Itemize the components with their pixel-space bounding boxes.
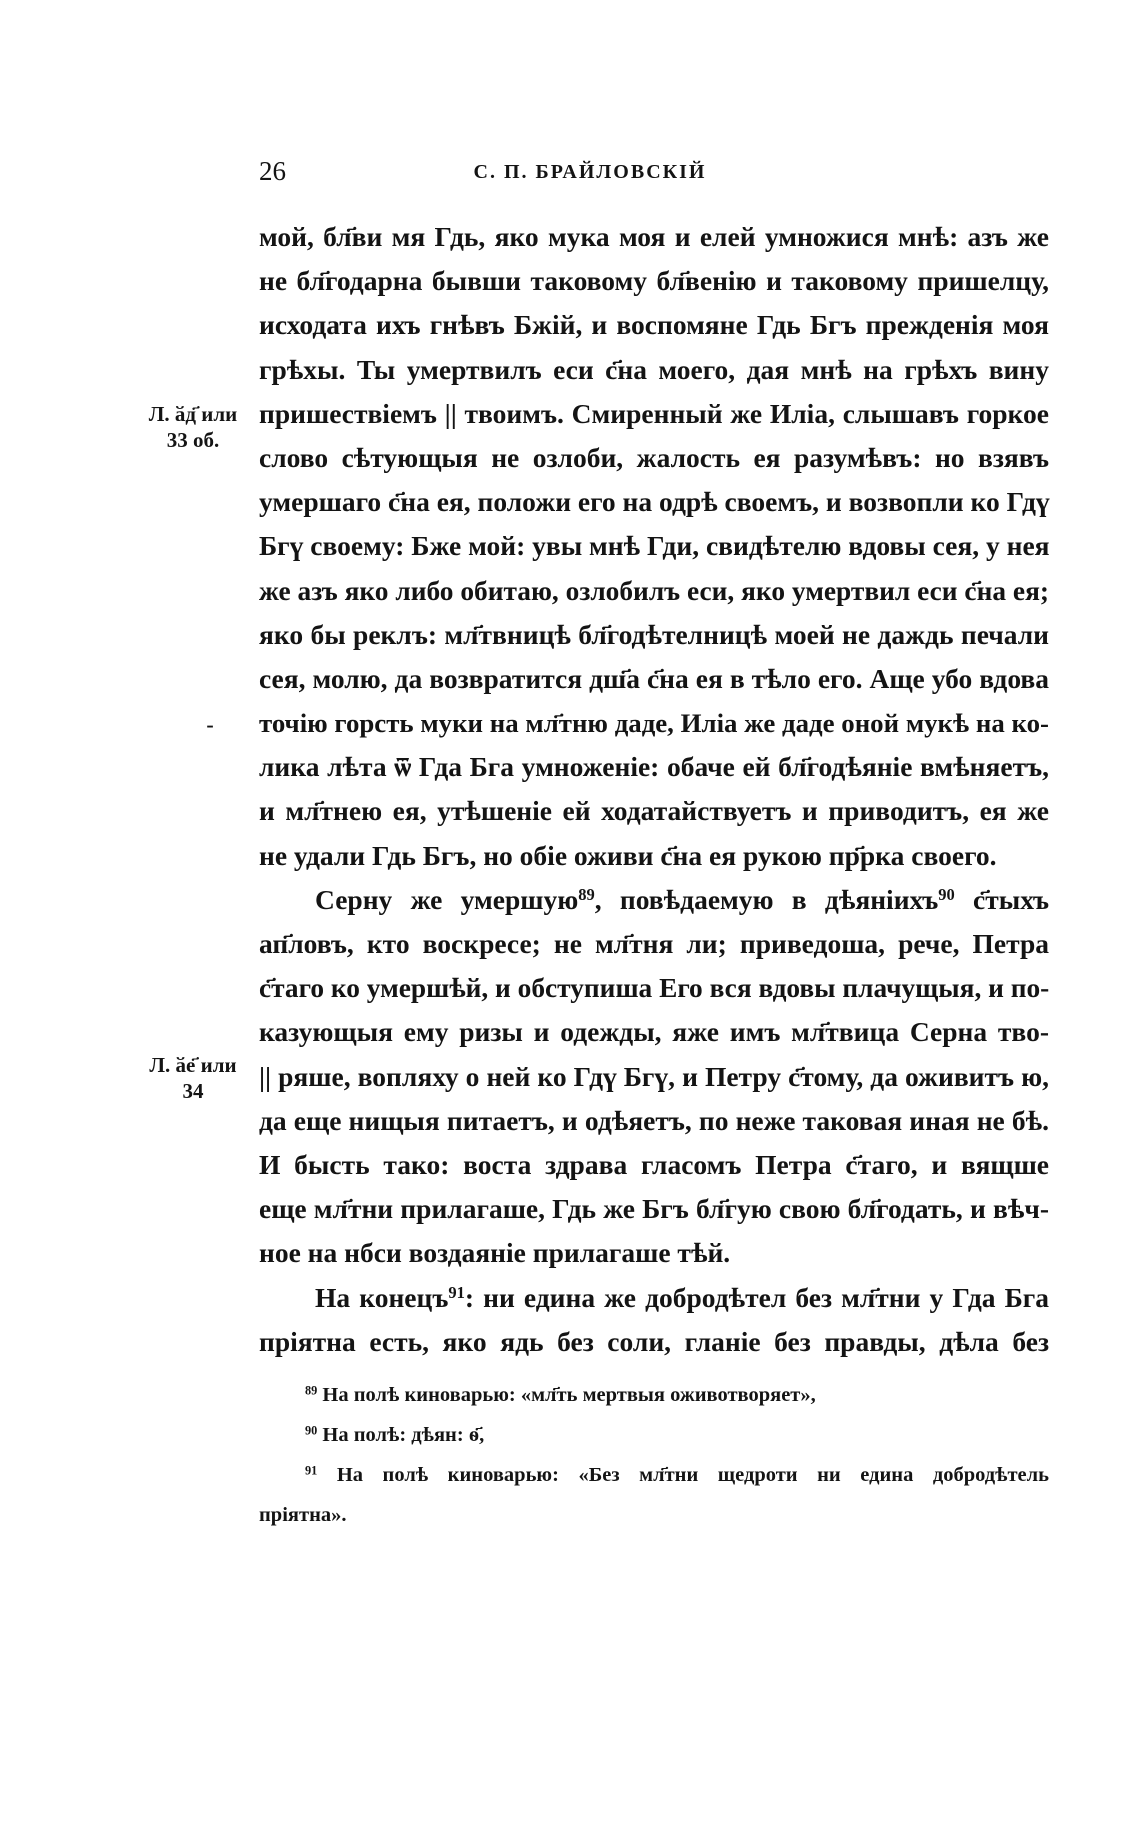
text-line: || ряше, вопляху о ней ко Гдү Бгү, и Петру с҃тому, да оживитъ ю, — [259, 1060, 1049, 1092]
footnote-ref-91: 91 — [448, 1282, 465, 1302]
text-line: с҃таго ко умершѣй, и обступиша Его вся вдовы плачущыя, и по- — [259, 973, 1050, 1004]
footnote-number: 89 — [305, 1383, 318, 1398]
footnote-91-continued: пріятна». — [259, 1504, 347, 1526]
text-line-paragraph-start — [259, 1276, 1049, 1320]
text-line: не бл҃годарна бывши таковому бл҃венію и таковому пришелцу, — [259, 265, 1049, 297]
running-head: С. П. БРАЙЛОВСКІЙ — [473, 161, 707, 183]
footnote-89 — [259, 1375, 1049, 1415]
footnote-text: На полѣ киноварью: «Без мл҃тни щедроти ни едина добродѣтель — [317, 1464, 1049, 1486]
footnote-ref-90: 90 — [938, 884, 955, 904]
margin-note-text: Л. ӑе҃ или 34 — [149, 1053, 237, 1103]
text-line: слово сѣтующыя не озлоби, жалость ея разумѣвъ: но взявъ — [259, 441, 1049, 473]
text-line-paragraph-start — [259, 878, 1049, 922]
text-line: мой, бл҃ви мя Гдь, яко мука моя и елей умножися мнѣ: азъ же — [259, 221, 1049, 252]
text-line: не удали Гдь Бгъ, но обіе оживи с҃на ея рукою пр҃рка своего. — [259, 839, 997, 871]
text-line: и мл҃тнею ея, утѣшеніе ей ходатайствуетъ и приводитъ, ея же — [259, 795, 1049, 827]
text-line: еще мл҃тни прилагаше, Гдь же Бгъ бл҃гую свою бл҃годать, и вѣч- — [259, 1193, 1049, 1225]
footnote-91 — [259, 1455, 1049, 1495]
text-fragment: На конецъ — [315, 1281, 449, 1313]
text-line: пріятна есть, яко ядь без соли, гланіе без правды, дѣла без — [259, 1325, 1049, 1357]
text-line: Бгү своему: Бже мой: увы мнѣ Гди, свидѣтелю вдовы сея, у нея — [259, 530, 1050, 562]
footnote-number: 90 — [305, 1423, 318, 1438]
text-line: И бысть тако: воста здрава гласомъ Петра с҃таго, и вящше — [259, 1148, 1049, 1180]
text-line: исходата ихъ гнѣвъ Бжій, и воспомяне Гдь Бгъ прежденія моя — [259, 309, 1049, 341]
main-text — [259, 215, 1049, 1364]
text-line: грѣхы. Ты умертвилъ еси с҃на моего, дая мнѣ на грѣхъ вину — [259, 353, 1049, 385]
text-line: точію горсть муки на мл҃тню даде, Иліа же даде оной мукѣ на ко- — [259, 708, 1049, 739]
text-fragment: , повѣдаемую в дѣяніихъ — [594, 883, 939, 915]
margin-note-dash — [200, 712, 220, 738]
text-line: ап҃ловъ, кто воскресе; не мл҃тня ли; приведоша, рече, Петра — [259, 928, 1049, 959]
text-fragment: Серну же умершую — [315, 883, 579, 915]
text-fragment: : ни едина же добродѣтел без мл҃тни у Гда Бга — [464, 1281, 1049, 1313]
page-number: 26 — [259, 156, 286, 186]
text-line: умершаго с҃на ея, положи его на одрѣ своемъ, и возвопли ко Гдү — [259, 486, 1050, 518]
margin-note-folio-34 — [138, 1052, 248, 1104]
text-line: яко бы реклъ: мл҃твницѣ бл҃годѣтелницѣ моей не даждь печали — [259, 618, 1049, 650]
text-line: да еще нищыя питаетъ, и одѣяетъ, по неже таковая иная не бѣ. — [259, 1104, 1049, 1136]
text-line: лика лѣта ѿ Гда Бга умноженіе: обаче ей бл҃годѣяніе вмѣняетъ, — [259, 751, 1049, 783]
text-line: же азъ яко либо обитаю, озлобилъ еси, яко умертвил еси с҃на ея; — [259, 575, 1049, 606]
margin-note-text: Л. ӑд҃ или 33 об. — [148, 402, 238, 452]
footnotes — [259, 1375, 1049, 1535]
footnote-text: На полѣ киноварью: «мл҃ть мертвыя оживотворяет», — [317, 1384, 816, 1406]
text-line: казующыя ему ризы и одежды, яже имъ мл҃твица Серна тво- — [259, 1016, 1049, 1048]
footnote-90 — [259, 1415, 1049, 1455]
text-line: ное на нбси воздаяніе прилагаше тѣй. — [259, 1237, 731, 1269]
footnote-ref-89: 89 — [578, 884, 595, 904]
footnote-number: 91 — [305, 1463, 318, 1478]
footnote-text: На полѣ: дѣян: ѳ҃, — [317, 1424, 485, 1446]
text-fragment: с҃тыхъ — [954, 883, 1049, 915]
margin-note-text: - — [206, 712, 214, 737]
text-line: сея, молю, да возвратится дш҃а с҃на ея в тѣло его. Аще убо вдова — [259, 662, 1049, 694]
text-line: пришествіемъ || твоимъ. Смиренный же Иліа, слышавъ горкое — [259, 397, 1049, 429]
margin-note-folio-33 — [138, 401, 248, 453]
